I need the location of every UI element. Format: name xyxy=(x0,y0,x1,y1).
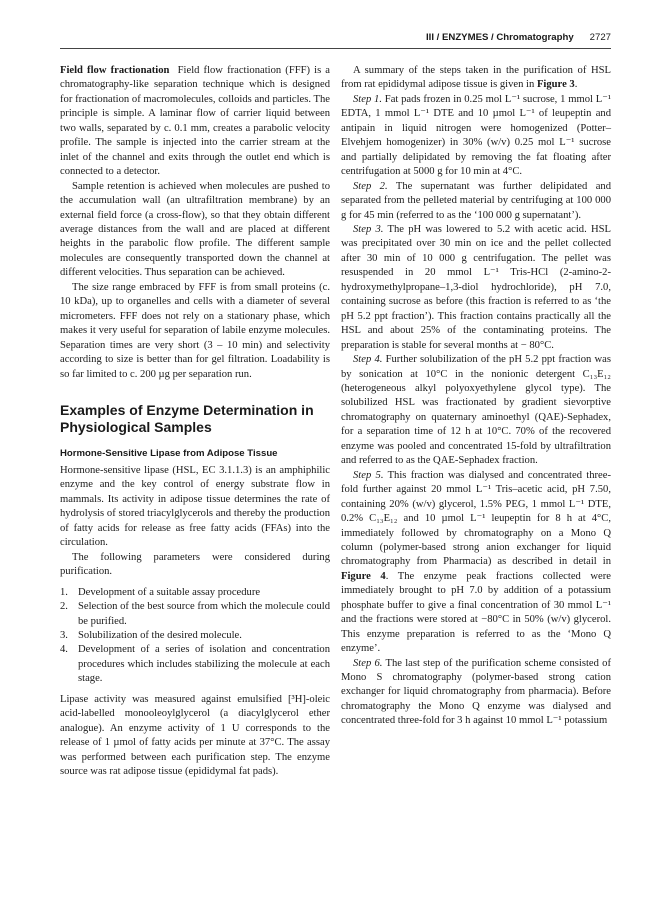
running-header-text xyxy=(426,32,611,43)
step-2-label: Step 2. xyxy=(353,180,388,192)
step-6-text: The last step of the purification scheme consisted of Mono S chromatography (polymer-based strong cation exchanger for liquid chromatography from pharmacia). Before chromatography the Mono Q enzyme was dialysed and concentrated three-fold for 3 h against 10 mmol L⁻¹ potassium xyxy=(341,657,611,727)
section-heading: Examples of Enzyme Determination in Physiological Samples xyxy=(60,401,314,435)
parameter-list xyxy=(60,586,330,687)
step-5-paragraph xyxy=(341,469,611,657)
intro-text: A summary of the steps taken in the purification of HSL from rat epididymal adipose tissue is given in xyxy=(341,65,611,91)
list-item xyxy=(60,586,330,600)
hsl-paragraph-3: Lipase activity was measured against emulsified [³H]-oleic acid-labelled monooleoylglycerol (a diacylglycerol ether analogue). An enzyme activity of 1 U corresponds to the release of 1 µmol of fatty acids per minute at 37°C. The assay was performed between each purification step. The enzyme source was rat adipose tissue (epididymal fat pads). xyxy=(60,693,330,778)
step-3-label: Step 3. xyxy=(353,223,384,235)
step-3-paragraph xyxy=(341,223,611,353)
fff-paragraph-2: Sample retention is achieved when molecules are pushed to the accumulation wall (an ultrafiltration membrane) by an external field force (a cross-flow), so that they obtain different average distances from the wall and are placed at different heights in the parabolic flow profile. The different sample molecules are consequently transported down the channel at different velocities. Thus separation can be achieved. xyxy=(60,180,330,279)
list-item xyxy=(60,600,330,629)
figure-3-reference: Figure 3 xyxy=(536,79,575,91)
running-header xyxy=(60,32,611,49)
hsl-paragraph-1: Hormone-sensitive lipase (HSL, EC 3.1.1.3) is an amphiphilic enzyme and the key control of energy substrate flow in mammals. Its activity in adipose tissue determines the rate of hydrolysis of stored triacylglycerols and thereby the production of fatty acids for release as free fatty acids (FFAs) into the circulation. xyxy=(60,464,330,549)
list-text: Selection of the best source from which the molecule could be purified. xyxy=(78,601,330,627)
fff-paragraph-3: The size range embraced by FFF is from small proteins (c. 10 kDa), up to organelles and cells with a diameter of several micrometers. FFF does not rely on a stationary phase, which makes it very useful for separation of labile enzyme molecules. Separation times are very short (3 – 10 min) and selectivity according to size is better than for gel filtration. Loadability is so far limited to c. 200 µg per separation run. xyxy=(60,281,330,380)
list-item xyxy=(60,643,330,686)
right-column xyxy=(341,64,611,729)
fff-runin-title: Field flow fractionation xyxy=(60,65,170,76)
step-6-paragraph xyxy=(341,657,611,729)
step-4-paragraph xyxy=(341,353,611,469)
intro-end: . xyxy=(574,79,578,91)
step-2-text: The supernatant was further delipidated and separated from the pelleted material by centrifuging at 100 000 g for 45 min (referred to as the ‘100 000 g supernatant’). xyxy=(341,180,611,221)
list-number: 3. xyxy=(60,629,68,641)
page-number: 2727 xyxy=(589,32,611,43)
step-1-text: Fat pads frozen in 0.25 mol L⁻¹ sucrose, 1 mmol L⁻¹ EDTA, 1 mmol L⁻¹ DTE and 10 µmol L⁻¹ of leupeptin and antipain in liquid nitrogen were homogenized (Potter–Elvehjem homogenizer) in 30% (w/v) 0.25 mol L⁻¹ sucrose and partially delipidated by removing the fat floating after centrifugation at 5000 g for 10 min at 4°C. xyxy=(341,93,611,178)
list-number: 2. xyxy=(60,601,68,613)
step-1-paragraph xyxy=(341,93,611,180)
step-4-label: Step 4. xyxy=(353,354,383,366)
list-text: Development of a suitable assay procedure xyxy=(78,586,261,598)
step-2-paragraph xyxy=(341,180,611,223)
step-3-text: The pH was lowered to 5.2 with acetic acid. HSL was precipitated over 30 min on ice and the pellet collected after 30 min of 10 000 g centrifugation. The pellet was resuspended in 20 mmol L⁻¹ Tris-HCl (2-amino-2-hydroxymethylpropane–1,3-diol hydrochloride), pH 7.0, containing sucrose as before (this fraction is referred to as ‘the pH 5.2 ppt fraction’). This fraction contains practically all the HSL and about 25% of the contaminating proteins. The preparation is stable for several months at − 80°C. xyxy=(341,223,611,351)
section-title: III / ENZYMES / Chromatography xyxy=(426,32,574,43)
step-6-label: Step 6. xyxy=(353,657,383,669)
intro-paragraph xyxy=(341,64,611,93)
list-text: Solubilization of the desired molecule. xyxy=(78,629,242,641)
hsl-paragraph-2: The following parameters were considered during purification. xyxy=(60,551,330,578)
step-4-text: Further solubilization of the pH 5.2 ppt fraction was by sonication at 10°C in the nonionic detergent C₁₃E₁₂ (heterogeneous alkyl polyoxyethylene glycol type). The solubilized HSL was fractionated by gradient sievorptive chromatography on quaternary aminoethyl (QAE)-Sephadex, for a separation time of 12 h at 10°C. 70% of the recovered enzyme was pooled and concentrated 15-fold by ultrafiltration and referred to as the QAE-Sephadex fraction. xyxy=(341,354,611,467)
step-5-label: Step 5. xyxy=(353,469,384,481)
left-column xyxy=(60,64,330,779)
list-number: 4. xyxy=(60,644,68,656)
figure-4-reference: Figure 4 xyxy=(341,570,386,582)
list-text: Development of a series of isolation and concentration procedures which includes stabilizing the molecule at each stage. xyxy=(78,644,330,685)
fff-p1-text: Field flow fractionation (FFF) is a chromatography-like separation technique which is designed for fractionation of macromolecules, colloids and particles. The principle is simple. A laminar flow of carrier liquid between two walls, separated by c. 0.1 mm, creates a parabolic velocity profile. The sample is injected into the carrier stream at the inlet of the channel and exits through the outlet end which is connected to a detector. xyxy=(60,65,331,178)
list-item xyxy=(60,629,330,643)
subsection-heading: Hormone-Sensitive Lipase from Adipose Tissue xyxy=(60,447,278,459)
step-5-text: This fraction was dialysed and concentrated three-fold further against 20 mmol L⁻¹ Tris–acetic acid, pH 7.50, containing 20% (w/v) glycerol, 1.5% PEG, 1 mmol L⁻¹ DTE, 0.2% C₁₃E₁₂ and 10 µmol L⁻¹ leupeptin for 8 h at 4°C, immediately followed by chromatography on a Mono Q column (polymer-based strong anion exchanger for liquid chromatography from Pharmacia) as described in detail in xyxy=(341,469,611,568)
fff-paragraph-1 xyxy=(60,64,330,180)
step-1-label: Step 1. xyxy=(353,93,382,105)
step-5-text-end: . The enzyme peak fractions collected were immediately brought to pH 7.0 by addition of a potassium phosphate buffer to give a final concentration of 30 mmol L⁻¹ and the fractions were stored at −80°C in 50% (w/v) glycerol. This enzyme preparation is referred to as the ‘Mono Q enzyme’. xyxy=(341,570,611,655)
list-number: 1. xyxy=(60,586,68,598)
